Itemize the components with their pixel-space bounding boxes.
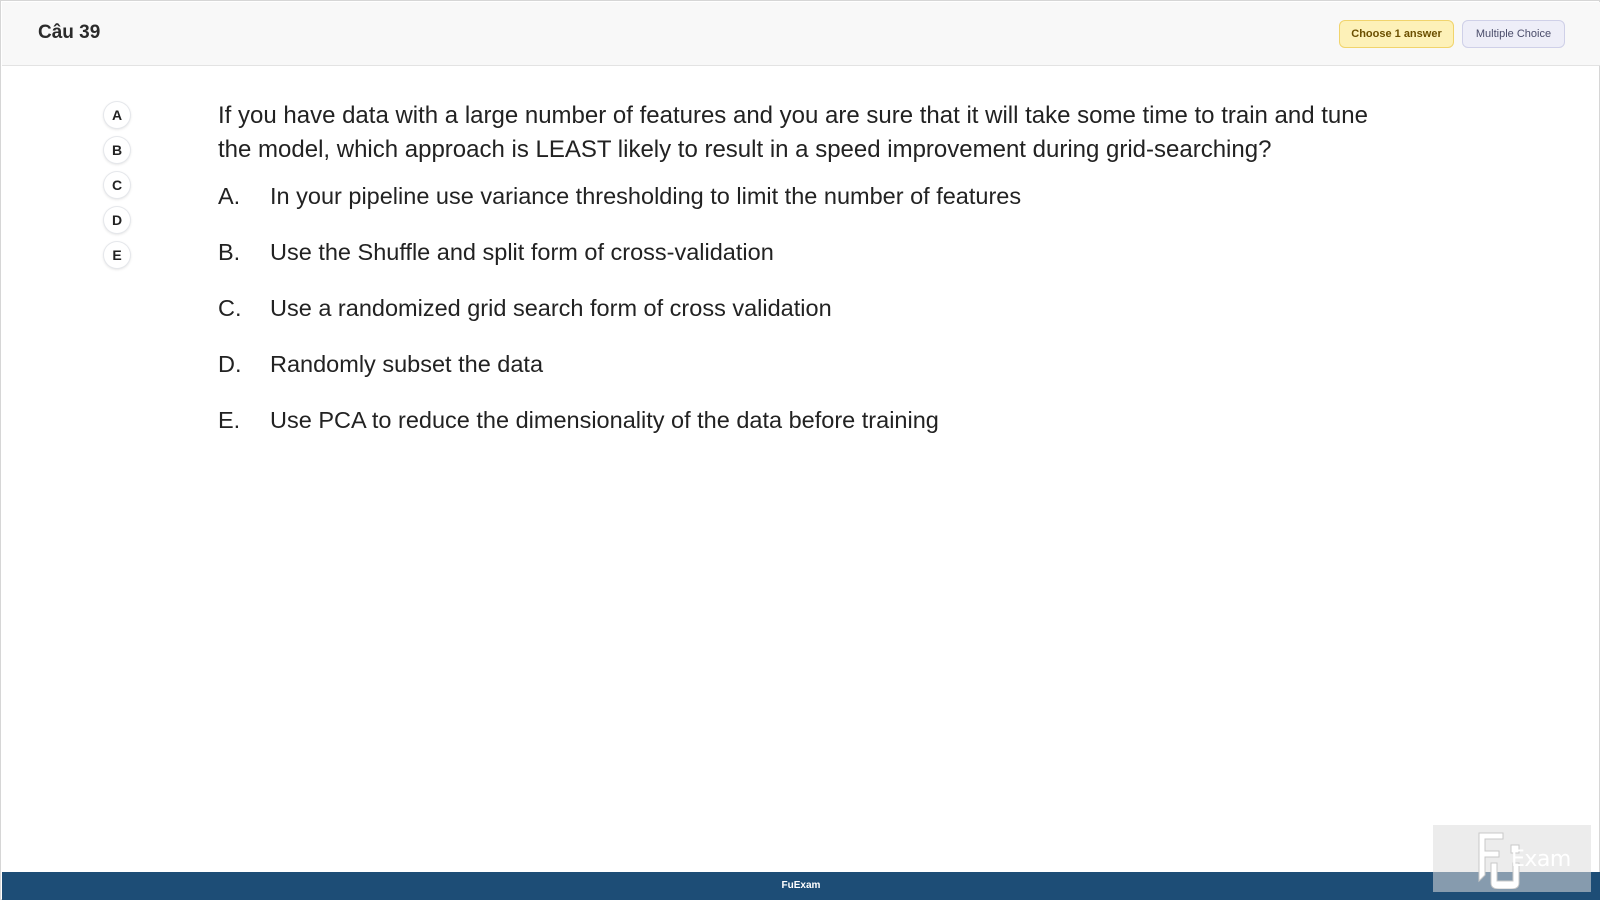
fuexam-watermark [1433, 825, 1591, 892]
answer-button-c[interactable]: C [104, 172, 130, 198]
option-letter: D. [218, 351, 242, 377]
watermark-text: Exam [1511, 847, 1571, 872]
option-a [218, 183, 1398, 239]
question-number: Câu 39 [38, 22, 101, 43]
answer-button-a[interactable]: A [104, 102, 130, 128]
answer-button-d[interactable]: D [104, 207, 130, 233]
question-content [218, 99, 1398, 463]
answer-button-e[interactable]: E [104, 242, 130, 268]
question-header [2, 2, 1600, 66]
answer-selector [104, 102, 130, 277]
option-text: Use a randomized grid search form of cross validation [270, 295, 832, 321]
option-letter: B. [218, 239, 241, 265]
question-type-badge: Multiple Choice [1462, 20, 1565, 48]
footer-brand: FuExam [781, 880, 821, 891]
choose-answer-badge: Choose 1 answer [1339, 20, 1454, 48]
option-text: Use PCA to reduce the dimensionality of the data before training [270, 407, 939, 433]
option-text: In your pipeline use variance thresholding to limit the number of features [270, 183, 1022, 209]
option-text: Use the Shuffle and split form of cross-validation [270, 239, 774, 265]
option-d [218, 351, 1398, 407]
option-letter: E. [218, 407, 241, 433]
option-letter: C. [218, 295, 242, 321]
question-text: If you have data with a large number of features and you are sure that it will take some time to train and tune the model, which approach is LEAST likely to result in a speed improvement during grid-searching? [218, 102, 1368, 163]
option-e [218, 407, 1398, 463]
option-text: Randomly subset the data [270, 351, 544, 377]
option-c [218, 295, 1398, 351]
option-letter: A. [218, 183, 241, 209]
footer-bar [2, 872, 1600, 900]
option-b [218, 239, 1398, 295]
answer-button-b[interactable]: B [104, 137, 130, 163]
